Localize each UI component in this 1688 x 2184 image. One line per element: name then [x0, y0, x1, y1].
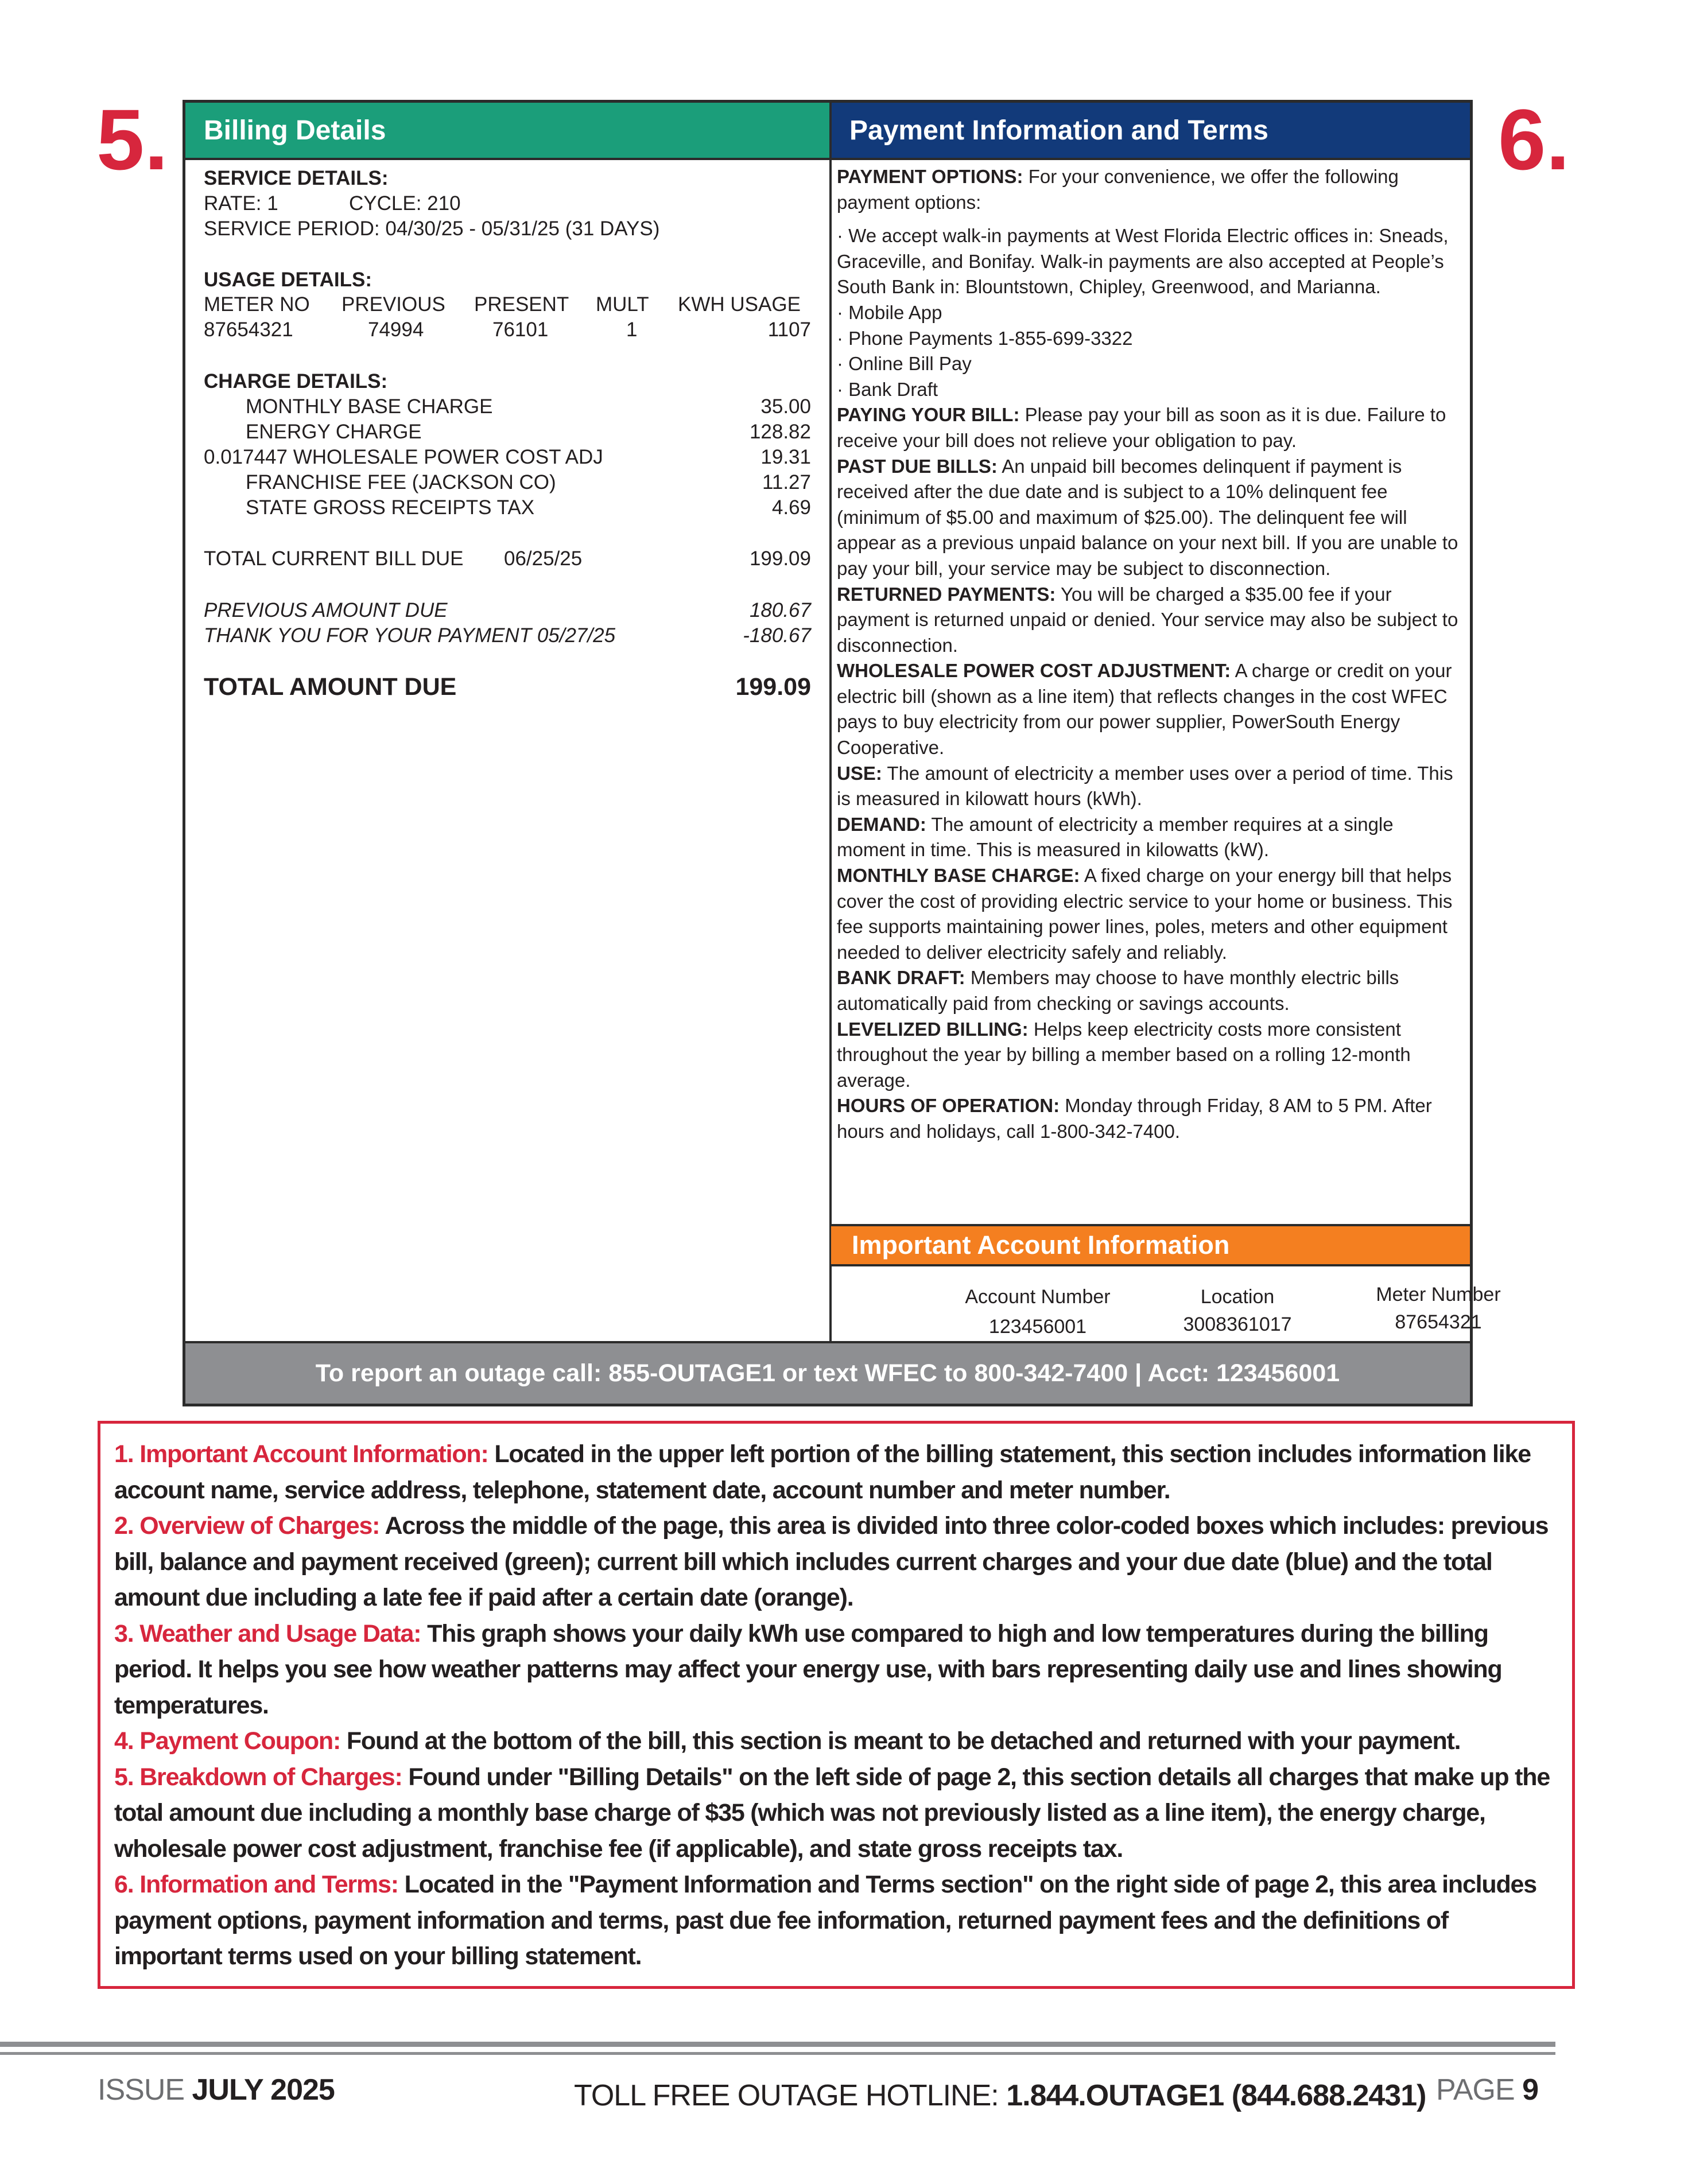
- payment-amount: -180.67: [743, 624, 811, 647]
- term-entry: [837, 658, 1465, 760]
- charge-label: 0.017447 WHOLESALE POWER COST ADJ: [204, 446, 603, 468]
- charge-label: FRANCHISE FEE (JACKSON CO): [246, 471, 556, 493]
- explanation-term: 2. Overview of Charges:: [114, 1512, 380, 1540]
- term-label: BANK DRAFT:: [837, 967, 965, 989]
- term-text: You will be charged a $35.00 fee if your payment is returned unpaid or denied. Your service may also be subject to disconnection.: [837, 583, 1458, 656]
- explanation-term: 4. Payment Coupon:: [114, 1727, 341, 1755]
- total-amount-due: 199.09: [735, 673, 811, 701]
- charge-details-heading: CHARGE DETAILS:: [204, 370, 388, 393]
- charge-label: ENERGY CHARGE: [246, 421, 422, 443]
- usage-present-value: 76101: [492, 318, 549, 341]
- term-label: HOURS OF OPERATION:: [837, 1095, 1060, 1117]
- step-marker-5: 5.: [96, 91, 169, 188]
- term-entry: [837, 965, 1465, 1016]
- explanation-text: Located in the upper left portion of the billing statement, this section includes information like account name, service address, telephone, statement date, account number and meter number.: [114, 1440, 1531, 1504]
- term-entry: [837, 761, 1465, 812]
- cycle: CYCLE: 210: [349, 192, 461, 215]
- walk-in-payments: · We accept walk-in payments at West Florida Electric offices in: Sneads, Graceville, and Bonifay. Walk-in payments are also accepted at People’s South Bank in: Blountstown, Chipley, Greenwood, and Marianna.: [837, 225, 1449, 298]
- charge-amount: 35.00: [760, 395, 811, 418]
- term-label: DEMAND:: [837, 813, 926, 835]
- term-entry: [837, 402, 1465, 453]
- total-amount-due-label: TOTAL AMOUNT DUE: [204, 673, 457, 701]
- usage-col-previous: PREVIOUS: [342, 293, 445, 316]
- term-text: A fixed charge on your energy bill that helps cover the cost of providing electric service to your home or business. This fee supports maintaining power lines, poles, meters and other equipment needed to deliver electricity safely and reliably.: [837, 865, 1453, 963]
- total-current-label: TOTAL CURRENT BILL DUE: [204, 547, 464, 570]
- charge-label: STATE GROSS RECEIPTS TAX: [246, 496, 535, 519]
- usage-col-present: PRESENT: [474, 293, 569, 316]
- term-text: The amount of electricity a member requires at a single moment in time. This is measured in kilowatts (kW).: [837, 813, 1394, 861]
- charge-label: MONTHLY BASE CHARGE: [246, 395, 493, 418]
- payment-thanks-label: THANK YOU FOR YOUR PAYMENT 05/27/25: [204, 624, 616, 647]
- term-label: WHOLESALE POWER COST ADJUSTMENT:: [837, 660, 1231, 682]
- usage-col-mult: MULT: [596, 293, 649, 316]
- payment-option-item: · Bank Draft: [837, 378, 938, 400]
- previous-amount-label: PREVIOUS AMOUNT DUE: [204, 599, 448, 621]
- outage-report-bar: To report an outage call: 855-OUTAGE1 or text WFEC to 800-342-7400 | Acct: 123456001: [185, 1341, 1470, 1404]
- explanation-term: 5. Breakdown of Charges:: [114, 1763, 402, 1791]
- explanation-term: 3. Weather and Usage Data:: [114, 1619, 421, 1647]
- account-info-header: Important Account Information: [831, 1224, 1470, 1266]
- explanation-text: Found under "Billing Details" on the left side of page 2, this section details all charges that make up the total amount due including a monthly base charge of $35 (which was not previously listed as a line item), the energy charge, wholesale power cost adjustment, franchise fee (if applicable), and state gross receipts tax.: [114, 1763, 1550, 1863]
- term-entry: [837, 582, 1465, 659]
- usage-col-meter: METER NO: [204, 293, 310, 316]
- term-label: PAST DUE BILLS:: [837, 455, 998, 477]
- term-text: Please pay your bill as soon as it is due. Failure to receive your bill does not relieve your obligation to pay.: [837, 404, 1446, 451]
- hotline-number: 1.844.OUTAGE1 (844.688.2431): [1006, 2079, 1426, 2112]
- usage-details-heading: USAGE DETAILS:: [204, 269, 372, 291]
- account-number-value: 123456001: [988, 1316, 1087, 1338]
- term-label: RETURNED PAYMENTS:: [837, 583, 1056, 605]
- term-text: The amount of electricity a member uses over a period of time. This is measured in kilowatt hours (kWh).: [837, 762, 1453, 810]
- usage-col-kwh: KWH USAGE: [678, 293, 801, 316]
- explanation-item: [114, 1436, 1558, 1508]
- payment-option-item: · Online Bill Pay: [837, 353, 972, 375]
- footer-rule: [0, 2052, 1555, 2055]
- page-number: 9: [1522, 2073, 1539, 2107]
- rate: RATE: 1: [204, 192, 278, 215]
- total-current-due-date: 06/25/25: [504, 547, 583, 570]
- meter-number-label: Meter Number: [1376, 1284, 1501, 1305]
- payment-info-header: Payment Information and Terms: [831, 103, 1470, 158]
- issue-date: JULY 2025: [192, 2073, 335, 2107]
- term-entry: [837, 1093, 1465, 1144]
- term-label: LEVELIZED BILLING:: [837, 1018, 1029, 1040]
- column-divider: [829, 103, 832, 1341]
- explanation-term: 1. Important Account Information:: [114, 1440, 488, 1468]
- payment-options: [837, 164, 1465, 215]
- explanation-item: [114, 1759, 1558, 1867]
- explanation-item: [114, 1508, 1558, 1616]
- term-label: MONTHLY BASE CHARGE:: [837, 865, 1080, 887]
- footer-issue: [98, 2073, 335, 2107]
- term-label: PAYMENT OPTIONS:: [837, 166, 1023, 187]
- term-text: Helps keep electricity costs more consistent throughout the year by billing a member based on a rolling 12-month average.: [837, 1018, 1411, 1091]
- service-period: SERVICE PERIOD: 04/30/25 - 05/31/25 (31 DAYS): [204, 217, 660, 240]
- footer-rule: [0, 2042, 1555, 2047]
- usage-previous-value: 74994: [368, 318, 424, 341]
- term-entry: [837, 863, 1465, 965]
- location-value: 3008361017: [1183, 1313, 1292, 1335]
- term-entry: [837, 1017, 1465, 1094]
- term-label: PAYING YOUR BILL:: [837, 404, 1020, 426]
- footer-hotline: [574, 2078, 1426, 2113]
- billing-details-header: Billing Details: [185, 103, 831, 158]
- usage-meter-value: 87654321: [204, 318, 293, 341]
- charge-amount: 11.27: [762, 471, 811, 493]
- payment-option-item: · Phone Payments 1-855-699-3322: [837, 327, 1133, 349]
- usage-mult-value: 1: [626, 318, 638, 341]
- meter-number-value: 87654321: [1395, 1311, 1482, 1333]
- term-text: Members may choose to have monthly electric bills automatically paid from checking or savings accounts.: [837, 967, 1399, 1014]
- location-label: Location: [1200, 1286, 1275, 1308]
- footer-page: [1436, 2073, 1538, 2107]
- explanation-item: [114, 1723, 1558, 1759]
- explanation-item: [114, 1867, 1558, 1975]
- explanation-term: 6. Information and Terms:: [114, 1871, 398, 1898]
- previous-amount: 180.67: [749, 599, 811, 621]
- total-current-amount: 199.09: [749, 547, 811, 570]
- account-number-label: Account Number: [965, 1286, 1111, 1308]
- issue-label: ISSUE: [98, 2073, 185, 2107]
- hotline-label: TOLL FREE OUTAGE HOTLINE:: [574, 2079, 999, 2112]
- service-details-heading: SERVICE DETAILS:: [204, 167, 389, 189]
- charge-amount: 19.31: [760, 446, 811, 468]
- header-rule: [185, 158, 1470, 160]
- explanation-item: [114, 1616, 1558, 1724]
- bill-page-sample: [183, 100, 1501, 1406]
- bill-explanation-box: [98, 1421, 1575, 1989]
- step-marker-6: 6.: [1498, 91, 1570, 188]
- usage-kwh-value: 1107: [767, 318, 811, 341]
- term-text: For your convenience, we offer the following payment options:: [837, 166, 1399, 213]
- payment-terms-text: [837, 164, 1465, 1145]
- explanation-text: This graph shows your daily kWh use compared to high and low temperatures during the billing period. It helps you see how weather patterns may affect your energy use, with bars representing daily use and lines showing temperatures.: [114, 1619, 1502, 1719]
- explanation-text: Located in the "Payment Information and Terms section" on the right side of page 2, this area includes payment options, payment information and terms, past due fee information, returned payment fees and the definitions of important terms used on your billing statement.: [114, 1871, 1536, 1970]
- charge-amount: 4.69: [771, 496, 811, 519]
- term-label: USE:: [837, 762, 882, 784]
- explanation-text: Found at the bottom of the bill, this section is meant to be detached and returned with your payment.: [346, 1727, 1461, 1755]
- term-text: An unpaid bill becomes delinquent if payment is received after the due date and is subject to a 10% delinquent fee (minimum of $5.00 and maximum of $25.00). The delinquent fee will appear as a previous unpaid balance on your next bill. If you are unable to pay your bill, your service may be subject to disconnection.: [837, 455, 1458, 579]
- charge-amount: 128.82: [749, 421, 811, 443]
- term-entry: [837, 812, 1465, 863]
- explanation-text: Across the middle of the page, this area is divided into three color-coded boxes which includes: previous bill, balance and payment received (green); current bill which includes current charges and your due date (blue) and the total amount due including a late fee if paid after a certain date (orange).: [114, 1512, 1549, 1611]
- term-text: Monday through Friday, 8 AM to 5 PM. After hours and holidays, call 1-800-342-7400.: [837, 1095, 1432, 1142]
- term-entry: [837, 454, 1465, 582]
- term-text: A charge or credit on your electric bill (shown as a line item) that reflects changes in the cost WFEC pays to buy electricity from our power supplier, PowerSouth Energy Cooperative.: [837, 660, 1452, 759]
- page-label: PAGE: [1436, 2073, 1515, 2107]
- payment-option-item: · Mobile App: [837, 301, 942, 323]
